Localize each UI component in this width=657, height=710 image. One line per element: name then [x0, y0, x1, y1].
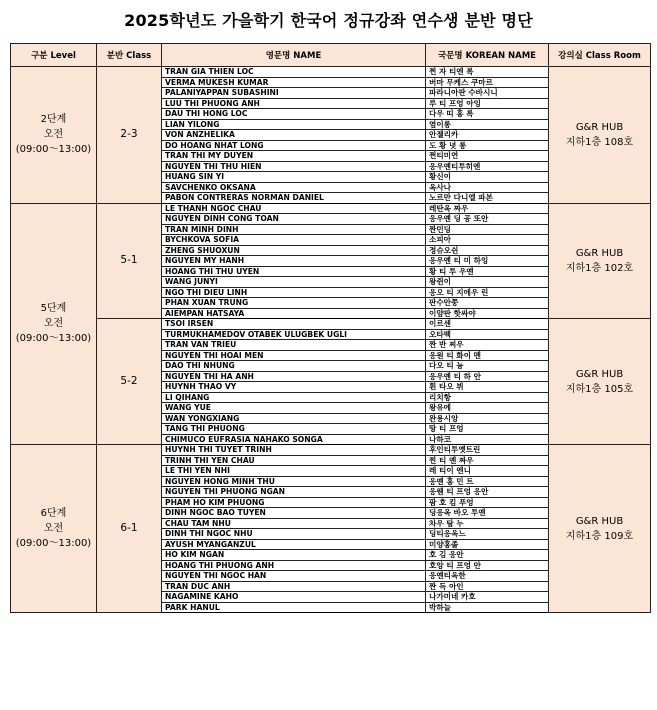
student-english-name: HUYNH THI TUYET TRINH — [162, 445, 426, 456]
table-row — [11, 203, 651, 214]
classroom-cell — [549, 203, 651, 319]
student-korean-name: 짠 반 찌우 — [426, 340, 549, 351]
student-english-name: TRAN GIA THIEN LOC — [162, 67, 426, 78]
student-english-name: PARK HANUL — [162, 602, 426, 613]
student-korean-name: 노르만 다니엘 파본 — [426, 193, 549, 204]
student-korean-name: 나가미네 카호 — [426, 592, 549, 603]
student-english-name: NAGAMINE KAHO — [162, 592, 426, 603]
student-korean-name: 응옌 홍 민 트 — [426, 476, 549, 487]
student-english-name: LIAN YILONG — [162, 119, 426, 130]
student-korean-name: 오타벡 — [426, 329, 549, 340]
student-english-name: HUANG SIN YI — [162, 172, 426, 183]
room-name: G&R HUB — [575, 247, 624, 259]
student-english-name: LE THANH NGOC CHAU — [162, 203, 426, 214]
student-english-name: VERMA MUKESH KUMAR — [162, 77, 426, 88]
student-korean-name: 안젤리카 — [426, 130, 549, 141]
student-english-name: NGUYEN HONG MINH THU — [162, 476, 426, 487]
header-korean-name: 국문명 KOREAN NAME — [426, 44, 549, 67]
room-name: G&R HUB — [575, 515, 624, 527]
student-english-name: HUYNH THAO VY — [162, 382, 426, 393]
student-korean-name: 응우옌 티 미 하잉 — [426, 256, 549, 267]
student-english-name: HOANG THI THU UYEN — [162, 266, 426, 277]
student-korean-name: 짠민딩 — [426, 224, 549, 235]
level-session: 오전 — [43, 129, 64, 141]
level-cell — [11, 67, 97, 204]
student-korean-name: 쩐 자 티엔 록 — [426, 67, 549, 78]
table-row — [11, 67, 651, 78]
student-english-name: VON ANZHELIKA — [162, 130, 426, 141]
student-korean-name: 소피아 — [426, 235, 549, 246]
student-korean-name: 다오 티 늉 — [426, 361, 549, 372]
header-level: 구분 Level — [11, 44, 97, 67]
student-english-name: DAO THI NHUNG — [162, 361, 426, 372]
student-english-name: TANG THI PHUONG — [162, 424, 426, 435]
level-level-title: 2단계 — [40, 114, 67, 126]
level-time: (09:00～13:00) — [15, 538, 92, 549]
student-korean-name: 미양홍졸 — [426, 539, 549, 550]
classroom-cell — [549, 67, 651, 204]
roster-body — [11, 67, 651, 613]
student-english-name: ZHENG SHUOXUN — [162, 245, 426, 256]
student-korean-name: 이얌판 핫싸야 — [426, 308, 549, 319]
student-english-name: AIEMPAN HATSAYA — [162, 308, 426, 319]
student-english-name: LE THI YEN NHI — [162, 466, 426, 477]
student-korean-name: 이르센 — [426, 319, 549, 330]
student-korean-name: 나하코 — [426, 434, 549, 445]
student-english-name: DAU THI HONG LOC — [162, 109, 426, 120]
student-korean-name: 호 김 응안 — [426, 550, 549, 561]
student-english-name: TURMUKHAMEDOV OTABEK ULUGBEK UGLI — [162, 329, 426, 340]
student-korean-name: 응옌티옥한 — [426, 571, 549, 582]
student-english-name: WAN YONGXIANG — [162, 413, 426, 424]
student-english-name: TRAN VAN TRIEU — [162, 340, 426, 351]
student-korean-name: 다우 띠 홍 록 — [426, 109, 549, 120]
table-row — [11, 445, 651, 456]
level-level-title: 6단계 — [40, 508, 67, 519]
student-korean-name: 딩응옥 바오 투옌 — [426, 508, 549, 519]
student-english-name: HO KIM NGAN — [162, 550, 426, 561]
room-floor: 지하1층 102호 — [565, 262, 634, 274]
header-classroom: 강의실 Class Room — [549, 44, 651, 67]
student-english-name: TRINH THI YEN CHAU — [162, 455, 426, 466]
class-cell: 5-2 — [97, 319, 162, 445]
student-english-name: TRAN THI MY DUYEN — [162, 151, 426, 162]
level-session: 오전 — [43, 523, 64, 534]
student-english-name: NGUYEN THI HOAI MEN — [162, 350, 426, 361]
header-english-name: 영문명 NAME — [162, 44, 426, 67]
student-english-name: PHAN XUAN TRUNG — [162, 298, 426, 309]
student-english-name: CHAU TAM NHU — [162, 518, 426, 529]
student-korean-name: 염이롱 — [426, 119, 549, 130]
student-english-name: DO HOANG NHAT LONG — [162, 140, 426, 151]
student-english-name: HOANG THI PHUONG ANH — [162, 560, 426, 571]
student-english-name: PABON CONTRERAS NORMAN DANIEL — [162, 193, 426, 204]
level-time: (09:00～13:00) — [15, 333, 92, 345]
student-korean-name: 차우 탐 누 — [426, 518, 549, 529]
student-korean-name: 후인티투옛트린 — [426, 445, 549, 456]
student-english-name: AYUSH MYANGANZUL — [162, 539, 426, 550]
student-english-name: PHAM HO KIM PHUONG — [162, 497, 426, 508]
student-korean-name: 응오 티 지에우 린 — [426, 287, 549, 298]
level-session: 오전 — [43, 318, 64, 330]
student-korean-name: 응우옌 티 하 안 — [426, 371, 549, 382]
student-korean-name: 리치항 — [426, 392, 549, 403]
student-korean-name: 짠 득 아인 — [426, 581, 549, 592]
student-korean-name: 레 티이 엔니 — [426, 466, 549, 477]
student-korean-name: 딩티응옥느 — [426, 529, 549, 540]
header-class: 분반 Class — [97, 44, 162, 67]
student-english-name: NGUYEN DINH CONG TOAN — [162, 214, 426, 225]
student-korean-name: 호앙 티 프엉 안 — [426, 560, 549, 571]
student-english-name: NGUYEN THI THU HIEN — [162, 161, 426, 172]
student-english-name: DINH NGOC BAO TUYEN — [162, 508, 426, 519]
student-korean-name: 팜 호 킴 푸엉 — [426, 497, 549, 508]
classroom-cell — [549, 445, 651, 613]
level-cell — [11, 203, 97, 445]
student-korean-name: 응우옌 딩 공 또안 — [426, 214, 549, 225]
student-korean-name: 왕쥔이 — [426, 277, 549, 288]
student-korean-name: 응우옌티투히엔 — [426, 161, 549, 172]
student-english-name: WANG YUE — [162, 403, 426, 414]
room-floor: 지하1층 105호 — [565, 383, 634, 395]
student-korean-name: 응원 티 화이 멘 — [426, 350, 549, 361]
student-english-name: LUU THI PHUONG ANH — [162, 98, 426, 109]
room-floor: 지하1층 109호 — [565, 530, 634, 542]
student-korean-name: 응웬 티 프엉 응안 — [426, 487, 549, 498]
level-level-title: 5단계 — [40, 303, 67, 315]
student-english-name: TRAN DUC ANH — [162, 581, 426, 592]
student-korean-name: 쩐티미연 — [426, 151, 549, 162]
student-english-name: NGUYEN MY HANH — [162, 256, 426, 267]
student-english-name: NGUYEN THI PHUONG NGAN — [162, 487, 426, 498]
student-korean-name: 완용시앙 — [426, 413, 549, 424]
student-english-name: DINH THI NGOC NHU — [162, 529, 426, 540]
student-korean-name: 황신이 — [426, 172, 549, 183]
student-english-name: CHIMUCO EUFRASIA NAHAKO SONGA — [162, 434, 426, 445]
student-korean-name: 박하늘 — [426, 602, 549, 613]
level-cell — [11, 445, 97, 613]
student-korean-name: 정슈오쉰 — [426, 245, 549, 256]
student-english-name: TRAN MINH DINH — [162, 224, 426, 235]
student-english-name: BYCHKOVA SOFIA — [162, 235, 426, 246]
student-korean-name: 휜 타오 뷔 — [426, 382, 549, 393]
page-title: 2025학년도 가을학기 한국어 정규강좌 연수생 분반 명단 — [124, 11, 533, 30]
student-korean-name: 옥사나 — [426, 182, 549, 193]
student-english-name: PALANIYAPPAN SUBASHINI — [162, 88, 426, 99]
student-korean-name: 땅 티 프엉 — [426, 424, 549, 435]
room-floor: 지하1층 108호 — [565, 136, 634, 148]
student-english-name: TSOI IRSEN — [162, 319, 426, 330]
table-header-row — [11, 44, 651, 67]
room-name: G&R HUB — [575, 368, 624, 380]
student-korean-name: 판수안쭝 — [426, 298, 549, 309]
student-english-name: NGUYEN THI NGOC HAN — [162, 571, 426, 582]
student-english-name: NGO THI DIEU LINH — [162, 287, 426, 298]
student-korean-name: 루 티 프엉 아잉 — [426, 98, 549, 109]
student-english-name: LI QIHANG — [162, 392, 426, 403]
student-korean-name: 파라니아판 수바시니 — [426, 88, 549, 99]
classroom-cell — [549, 319, 651, 445]
student-english-name: NGUYEN THI HA ANH — [162, 371, 426, 382]
student-english-name: SAVCHENKO OKSANA — [162, 182, 426, 193]
level-time: (09:00～13:00) — [15, 144, 92, 156]
student-korean-name: 황 티 투 우옌 — [426, 266, 549, 277]
student-english-name: WANG JUNYI — [162, 277, 426, 288]
class-cell: 6-1 — [97, 445, 162, 613]
room-name: G&R HUB — [575, 121, 624, 133]
student-korean-name: 왕유에 — [426, 403, 549, 414]
class-cell: 2-3 — [97, 67, 162, 204]
table-row — [11, 319, 651, 330]
student-korean-name: 도 황 녓 롱 — [426, 140, 549, 151]
student-korean-name: 레탄옥 짜우 — [426, 203, 549, 214]
class-roster-table — [10, 43, 651, 613]
student-korean-name: 찐 티 옌 짜우 — [426, 455, 549, 466]
class-cell: 5-1 — [97, 203, 162, 319]
student-korean-name: 버마 무케스 쿠마르 — [426, 77, 549, 88]
